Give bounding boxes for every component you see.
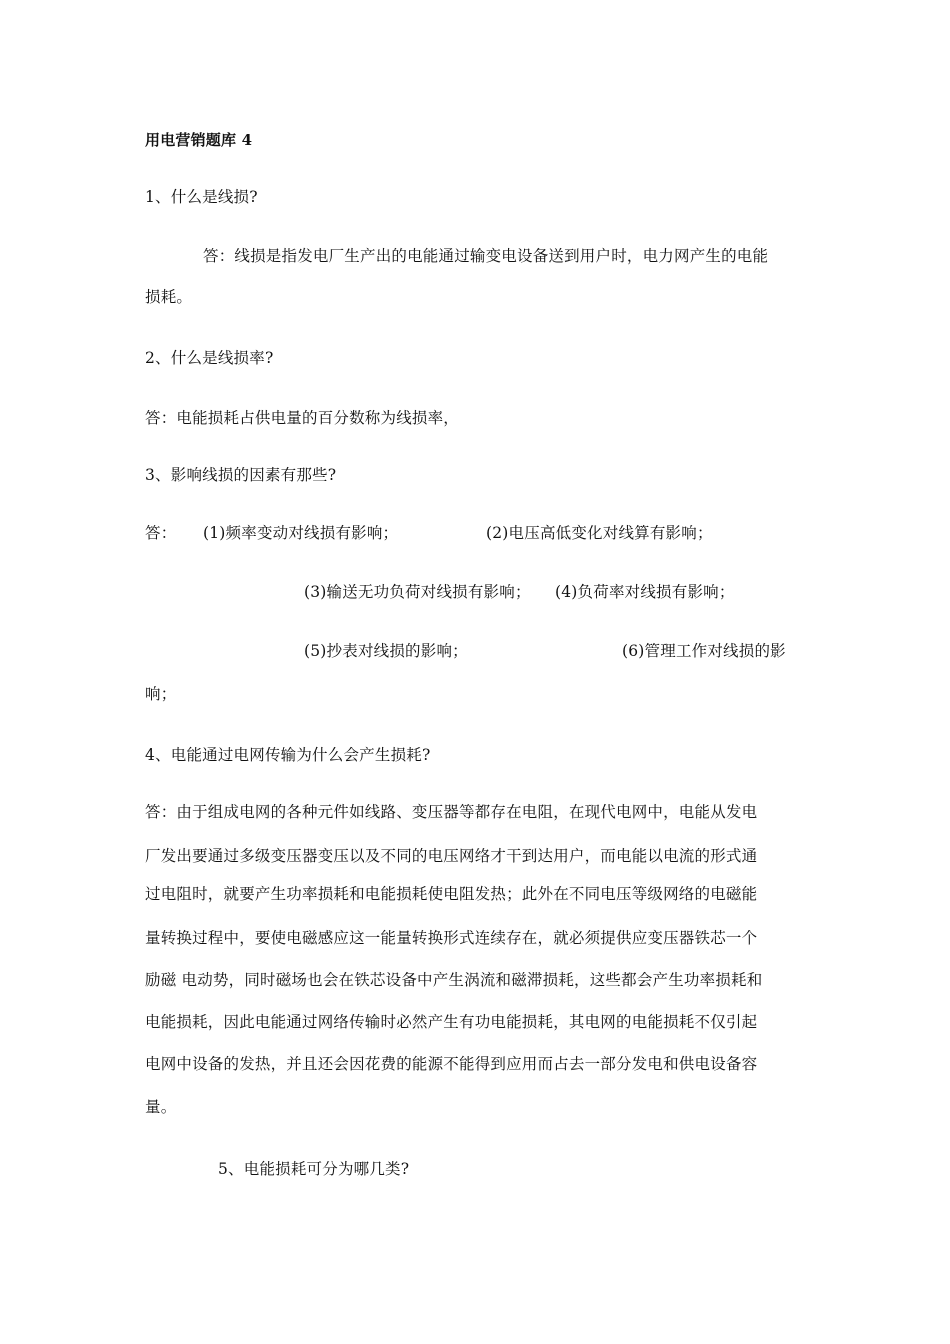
answer-4-line-5: 励磁 电动势，同时磁场也会在铁芯设备中产生涡流和磁滞损耗，这些都会产生功率损耗和: [145, 971, 763, 989]
question-2: 2、什么是线损率?: [145, 349, 274, 367]
answer-1-line-2: 损耗。: [145, 288, 193, 306]
answer-4-line-8: 量。: [145, 1098, 177, 1116]
answer-4-line-2: 厂发出要通过多级变压器变压以及不同的电压网络才干到达用户，而电能以电流的形式通: [145, 847, 758, 865]
answer-3-item-3: (3)输送无功负荷对线损有影响；: [304, 583, 531, 601]
answer-4-line-1: 答：由于组成电网的各种元件如线路、变压器等都存在电阻，在现代电网中，电能从发电: [145, 803, 758, 821]
question-1: 1、什么是线损?: [145, 188, 258, 206]
answer-4-line-6: 电能损耗，因此电能通过网络传输时必然产生有功电能损耗，其电网的电能损耗不仅引起: [145, 1013, 758, 1031]
answer-4-line-3: 过电阻时，就要产生功率损耗和电能损耗使电阻发热；此外在不同电压等级网络的电磁能: [145, 885, 758, 903]
answer-3-item-4: (4)负荷率对线损有影响；: [555, 583, 735, 601]
question-3: 3、影响线损的因素有那些?: [145, 466, 337, 484]
answer-3-item-5: (5)抄表对线损的影响；: [304, 642, 468, 660]
question-4: 4、电能通过电网传输为什么会产生损耗?: [145, 746, 431, 764]
answer-3-item-6-wrap: 响；: [145, 685, 177, 703]
answer-4-line-4: 量转换过程中，要使电磁感应这一能量转换形式连续存在，就必须提供应变压器铁芯一个: [145, 929, 758, 947]
answer-3-item-6: (6)管理工作对线损的影: [622, 642, 786, 660]
answer-3-prefix: 答：: [145, 524, 177, 542]
answer-1-line-1: 答：线损是指发电厂生产出的电能通过输变电设备送到用户时，电力网产生的电能: [203, 247, 769, 265]
question-5: 5、电能损耗可分为哪几类?: [218, 1160, 410, 1178]
answer-3-item-2: (2)电压高低变化对线算有影响；: [486, 524, 713, 542]
answer-4-line-7: 电网中设备的发热，并且还会因花费的能源不能得到应用而占去一部分发电和供电设备容: [145, 1055, 758, 1073]
document-title: 用电营销题库 4: [145, 131, 253, 149]
answer-2: 答：电能损耗占供电量的百分数称为线损率，: [145, 409, 460, 427]
answer-3-item-1: (1)频率变动对线损有影响；: [203, 524, 399, 542]
